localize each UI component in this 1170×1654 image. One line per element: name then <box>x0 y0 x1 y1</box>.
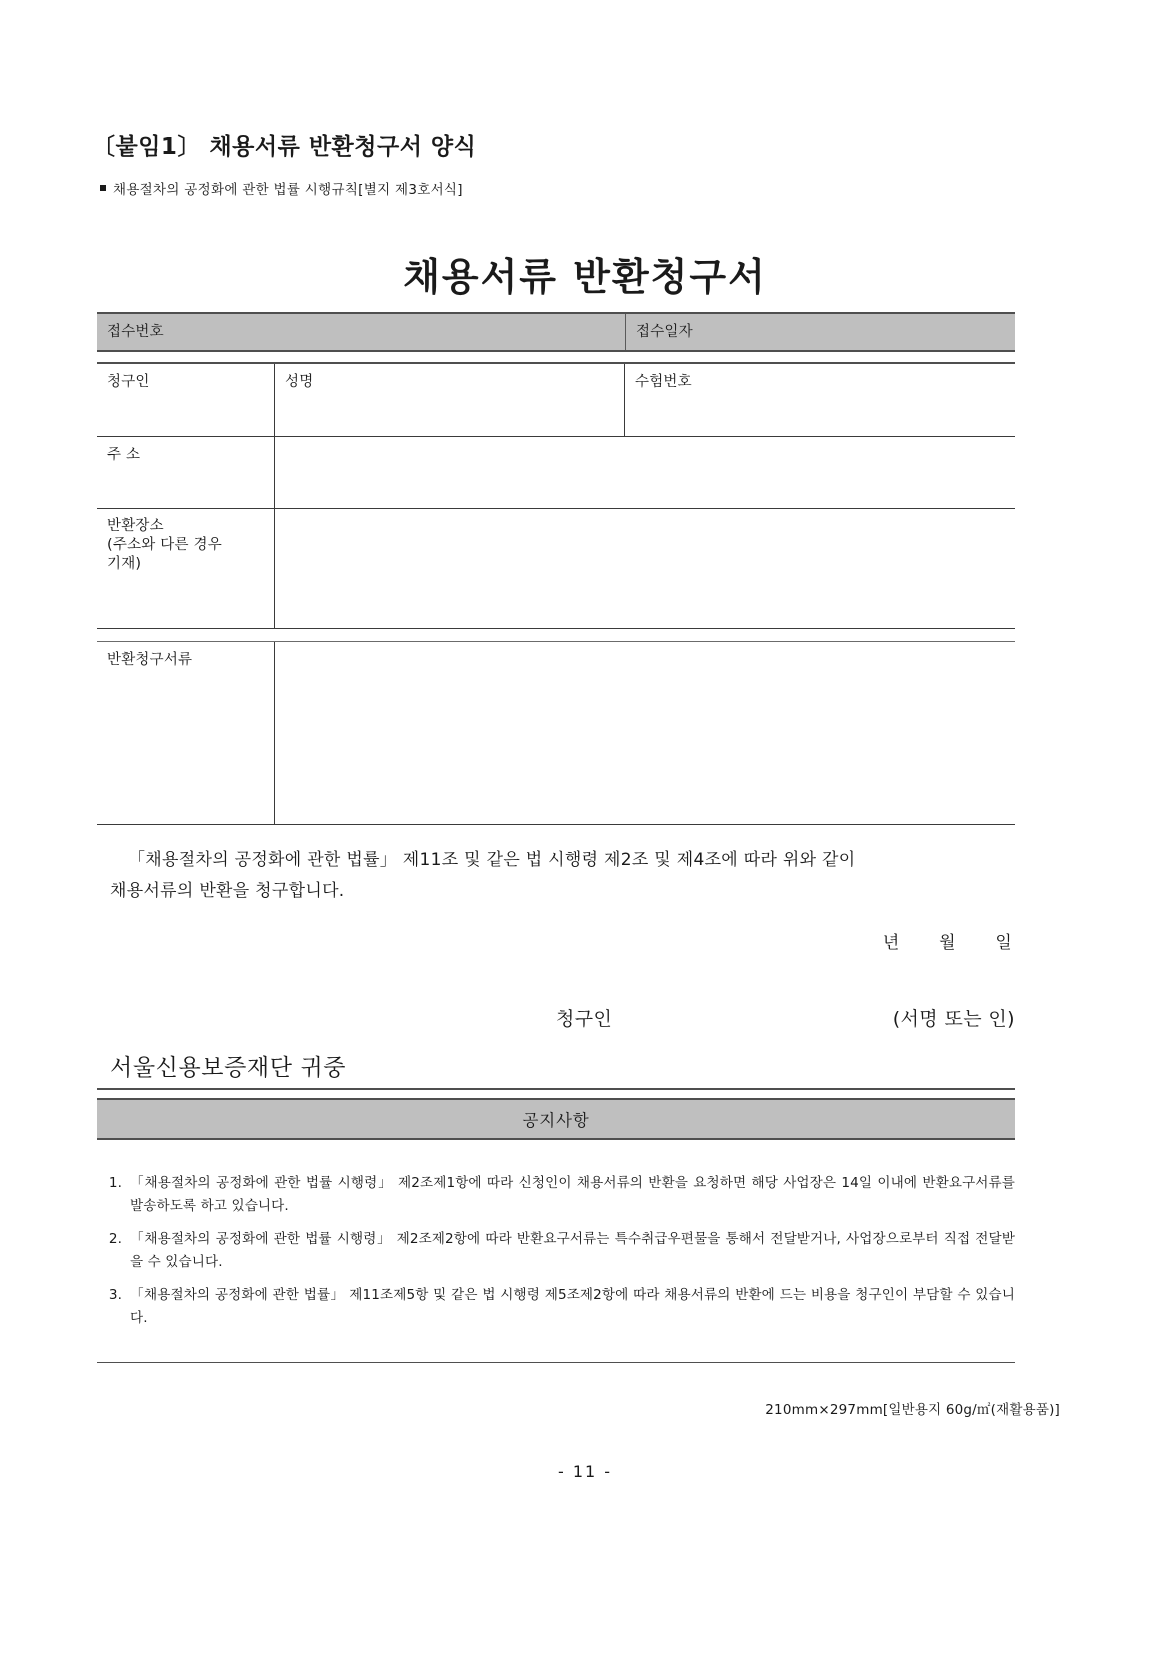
notice-list <box>100 1172 1015 1339</box>
legal-statement-line-2: 채용서류의 반환을 청구합니다. <box>110 881 345 902</box>
name-cell <box>275 364 625 436</box>
return-place-label: 반환장소 <box>107 518 164 534</box>
list-item <box>100 1284 1015 1331</box>
name-label: 성명 <box>285 374 314 390</box>
square-bullet-icon <box>100 185 106 191</box>
notice-text: 「채용절차의 공정화에 관한 법률 시행령」 제2조제1항에 따라 신청인이 채용서류의 반환을 요청하면 해당 사업장은 14일 이내에 반환요구서류를 발송하도록 하고 있습니다. <box>130 1175 1015 1215</box>
rule-reference-note <box>100 178 463 198</box>
return-place-label-cell <box>97 509 275 628</box>
table-row-address <box>97 437 1015 509</box>
table-row-documents <box>97 641 1015 825</box>
address-value-cell[interactable] <box>275 437 1015 508</box>
list-item <box>100 1228 1015 1275</box>
receipt-number-cell <box>97 314 625 350</box>
return-request-form-table <box>97 312 1015 825</box>
notice-text: 「채용절차의 공정화에 관한 법률 시행령」 제2조제2항에 따라 반환요구서류는 특수취급우편물을 통해서 전달받거나, 사업장으로부터 직접 전달받을 수 있습니다. <box>130 1230 1015 1271</box>
page-number: - 11 - <box>557 1462 613 1481</box>
notice-bottom-rule <box>97 1362 1015 1363</box>
exam-number-label: 수험번호 <box>635 374 692 390</box>
signature-seal-note: (서명 또는 인) <box>892 1008 1015 1030</box>
receipt-date-cell <box>625 314 1015 350</box>
attachment-title: 〔붙임1〕 채용서류 반환청구서 양식 <box>92 134 477 160</box>
table-row-applicant <box>97 362 1015 437</box>
date-day-label: 일 <box>995 933 1012 953</box>
date-month-label: 월 <box>939 933 956 953</box>
table-gap-1 <box>97 352 1015 362</box>
notice-number: 3. <box>108 1286 122 1303</box>
notice-top-rule <box>97 1088 1015 1090</box>
notice-number: 1. <box>108 1175 122 1191</box>
notice-header-bar <box>97 1098 1015 1140</box>
list-item <box>100 1172 1015 1219</box>
table-row-receipt <box>97 312 1015 352</box>
legal-statement <box>110 845 1015 908</box>
table-gap-2 <box>97 629 1015 641</box>
date-year-label: 년 <box>882 933 900 953</box>
notice-number: 2. <box>108 1230 122 1247</box>
address-label: 주 소 <box>107 447 141 463</box>
rule-reference-text: 채용절차의 공정화에 관한 법률 시행규칙[별지 제3호서식] <box>113 182 463 198</box>
table-row-return-place <box>97 509 1015 629</box>
signature-applicant-label: 청구인 <box>556 1008 613 1030</box>
date-line <box>883 928 1012 953</box>
notice-header-label: 공지사항 <box>522 1111 590 1130</box>
applicant-label: 청구인 <box>107 374 150 390</box>
return-place-value-cell[interactable] <box>275 509 1015 628</box>
return-place-label-line2: (주소와 다른 경우 <box>107 536 222 553</box>
legal-statement-line-1: 「채용절차의 공정화에 관한 법률」 제11조 및 같은 법 시행령 제2조 및 제4조에 따라 위와 같이 <box>128 850 856 870</box>
documents-value-cell[interactable] <box>275 642 1015 824</box>
documents-label: 반환청구서류 <box>107 652 193 668</box>
paper-spec-note: 210mm×297mm[일반용지 60g/㎡(재활용품)] <box>765 1402 1060 1418</box>
notice-text: 「채용절차의 공정화에 관한 법률」 제11조제5항 및 같은 법 시행령 제5조제2항에 따라 채용서류의 반환에 드는 비용을 청구인이 부담할 수 있습니다. <box>130 1286 1015 1326</box>
receipt-number-label: 접수번호 <box>107 324 164 340</box>
return-place-label-line3: 기재) <box>107 555 142 572</box>
address-label-cell <box>97 437 275 508</box>
exam-number-cell <box>625 364 1015 436</box>
documents-label-cell <box>97 642 275 824</box>
organization-name: 서울신용보증재단 귀중 <box>110 1055 347 1081</box>
page-title: 채용서류 반환청구서 <box>403 255 767 299</box>
receipt-date-label: 접수일자 <box>636 324 693 340</box>
applicant-label-cell <box>97 364 275 436</box>
